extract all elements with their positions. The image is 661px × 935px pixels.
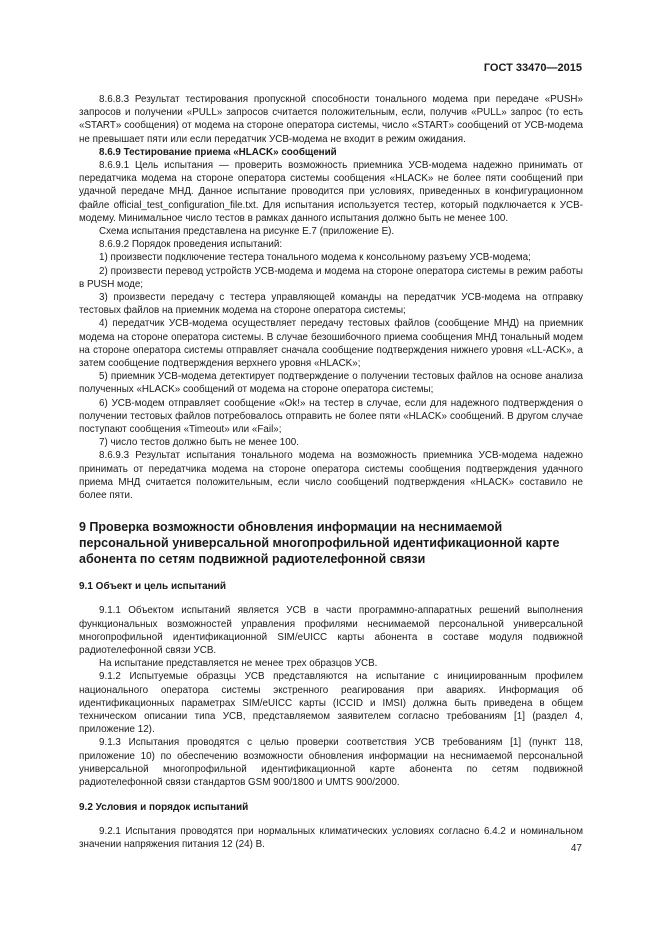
paragraph-9-2-1: 9.2.1 Испытания проводятся при нормальных климатических условиях согласно 6.4.2 и номинальном значении напряжения питания 12 (24) В. bbox=[79, 826, 583, 851]
paragraph-9-1-3: 9.1.3 Испытания проводятся с целью проверки соответствия УСВ требованиям [1] (пункт 118, приложение 10) по обеспечению возможности обновления информации на неснимаемой персональной универсальной многопрофильной идентификационной карте абонента по сетям подвижной радиотелефонной связи стандартов GSM 900/1800 и UMTS 900/2000. bbox=[79, 737, 583, 788]
list-item-4: 4) передатчик УСВ-модема осуществляет передачу тестовых файлов (сообщение МНД) на приемник модема на стороне оператора системы. В случае безошибочного приема сообщения МНД тональный модем на стороне оператора системы отправляет сначала сообщение подтверждения нижнего уровня «LL-ACK», а затем сообщение подтверждения верхнего уровня «HLACK»; bbox=[79, 318, 583, 370]
list-item-6: 6) УСВ-модем отправляет сообщение «Ok!» на тестер в случае, если для надежного подтверждения о получении тестовых файлов потребовалось отправить не более пяти «HLACK» сообщений. В другом случае поступают сообщения «Timeout» или «Fail»; bbox=[79, 397, 583, 436]
list-item-7: 7) число тестов должно быть не менее 100. bbox=[99, 437, 299, 449]
list-item-2: 2) произвести перевод устройств УСВ-модема и модема на стороне оператора системы в режим работы в PUSH моде; bbox=[79, 265, 583, 290]
subsection-9-1-title: 9.1 Объект и цель испытаний bbox=[79, 581, 227, 593]
paragraph-8-6-9-2: 8.6.9.2 Порядок проведения испытаний: bbox=[99, 239, 283, 251]
standard-header: ГОСТ 33470—2015 bbox=[483, 62, 582, 74]
section-9-title: 9 Проверка возможности обновления информации на неснимаемой персональной универсальной многопрофильной идентификационной карте абонента по сетям подвижной радиотелефонной связи bbox=[79, 520, 560, 567]
paragraph-8-6-9-3: 8.6.9.3 Результат испытания тонального модема на возможность приемника УСВ-модема надежно принимать от передатчика модема на стороне оператора системы сообщения подтверждения удачного приема МНД считается положительным, если число сообщений подтверждения «HLACK» составило не более пяти. bbox=[79, 450, 583, 502]
paragraph-scheme: Схема испытания представлена на рисунке Е.7 (приложение Е). bbox=[99, 226, 395, 238]
paragraph-8-6-9-1: 8.6.9.1 Цель испытания — проверить возможность приемника УСВ-модема надежно принимать от передатчика модема на стороне оператора системы сообщения «HLACK» не более пяти сообщений при удачной передаче МНД. Данное испытание проводится при условиях, приведенных в конфигурационном файле official_test_configuration_file.txt. Для испытания используется тестер, который подключается к УСВ-модему. Минимальное число тестов в рамках данного испытания должно быть не менее 100. bbox=[79, 160, 583, 224]
list-item-1: 1) произвести подключение тестера тонального модема к консольному разъему УСВ-модема; bbox=[99, 252, 531, 264]
subsection-9-2-title: 9.2 Условия и порядок испытаний bbox=[79, 802, 249, 814]
paragraph-9-1-1: 9.1.1 Объектом испытаний является УСВ в части программно-аппаратных решений выполнения функциональных возможностей управления профилями неснимаемой персональной универсальной многопрофильной идентификационной SIM/eUICC карты абонента в составе модуля подвижной радиотелефонной связи УСВ. bbox=[79, 605, 583, 656]
list-item-5: 5) приемник УСВ-модема детектирует подтверждение о получении тестовых файлов на основе анализа полученных «HLACK» сообщений от модема на стороне оператора системы; bbox=[79, 371, 583, 396]
list-item-3: 3) произвести передачу с тестера управляющей команды на передатчик УСВ-модема на отправку тестовых файлов на приемник модема на стороне оператора системы; bbox=[79, 292, 583, 317]
heading-8-6-9: 8.6.9 Тестирование приема «HLACK» сообщений bbox=[99, 146, 337, 158]
page-number: 47 bbox=[570, 843, 582, 854]
paragraph-9-1-2: 9.1.2 Испытуемые образцы УСВ представляются на испытание с инициированным профилем национального оператора системы экстренного реагирования при авариях. Информация об идентификационных параметрах SIM/eUICC карты (ICCID и IMSI) должна быть приведена в общем техническом описании типа УСВ, представляемом заявителем согласно требованиям [1] (раздел 4, приложение 12). bbox=[79, 671, 583, 736]
paragraph-8-6-8-3: 8.6.8.3 Результат тестирования пропускной способности тонального модема при передаче «PUSH» запросов и получении «PULL» запросов считается положительным, если, получив «PULL» запрос (то есть «START» сообщения) от модема на стороне оператора системы, число «START» сообщений от УСВ-модема не превышает пяти или если передатчик УСВ-модема не входит в режим ожидания. bbox=[79, 94, 583, 145]
paragraph-samples: На испытание представляется не менее трех образцов УСВ. bbox=[99, 658, 378, 670]
page-content bbox=[79, 93, 583, 852]
